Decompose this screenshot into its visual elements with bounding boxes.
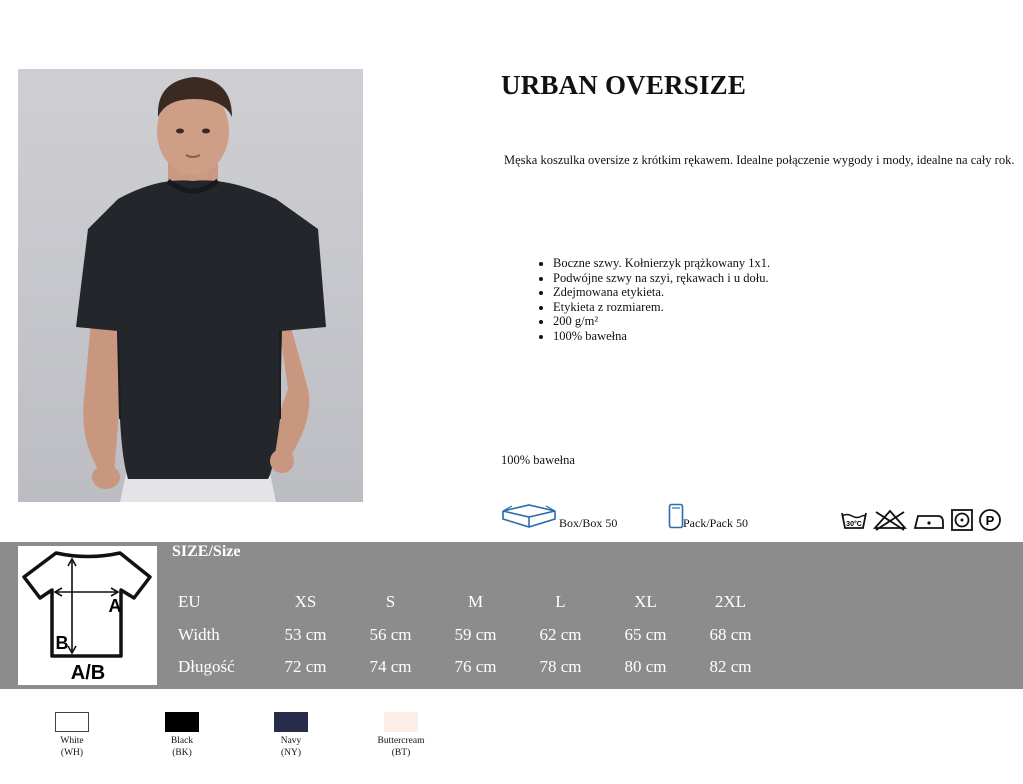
size-cell: 59 cm xyxy=(454,624,497,644)
color-swatch-white xyxy=(55,712,89,732)
professional-clean-p-icon xyxy=(978,508,1002,532)
size-row-length xyxy=(170,651,773,684)
color-name: Navy xyxy=(280,736,302,746)
tumble-dry-icon xyxy=(950,508,974,532)
iron-low-icon xyxy=(912,508,946,532)
color-label-buttercream xyxy=(361,736,441,759)
color-swatch-navy xyxy=(274,712,308,732)
size-cell: 65 cm xyxy=(624,624,667,644)
size-header-cell: 2XL xyxy=(714,592,747,612)
size-cell: 80 cm xyxy=(624,657,667,677)
size-header-cell: L xyxy=(555,592,566,612)
svg-text:P: P xyxy=(985,513,995,528)
size-header-cell: M xyxy=(467,592,484,612)
size-cell: 56 cm xyxy=(369,624,412,644)
color-label-white xyxy=(32,736,112,759)
color-name: Buttercream xyxy=(377,736,425,746)
wash-30-icon xyxy=(840,508,868,532)
size-header-cell: XL xyxy=(634,592,657,612)
feature-item: • Podwójne szwy na szyi, rękawach i u dołu. xyxy=(553,271,770,286)
color-swatch-black xyxy=(165,712,199,732)
box-icon xyxy=(500,502,558,530)
color-code: (BK) xyxy=(172,747,192,758)
svg-text:A: A xyxy=(108,596,122,616)
product-title: URBAN OVERSIZE xyxy=(501,70,747,100)
size-cell: 62 cm xyxy=(539,624,582,644)
size-header-row xyxy=(170,586,773,619)
feature-list xyxy=(535,256,770,344)
feature-item: • 200 g/m² xyxy=(553,314,770,329)
feature-item: • 100% bawełna xyxy=(553,329,770,344)
size-header-cell: XS xyxy=(294,592,317,612)
size-table xyxy=(170,586,773,684)
svg-text:B: B xyxy=(55,633,69,653)
size-cell: 68 cm xyxy=(709,624,752,644)
color-label-black xyxy=(142,736,222,759)
size-row-label: Width xyxy=(178,624,220,644)
color-swatch-buttercream xyxy=(384,712,418,732)
size-cell: 78 cm xyxy=(539,657,582,677)
color-label-navy xyxy=(251,736,331,759)
size-cell: 76 cm xyxy=(454,657,497,677)
model-wearing-tshirt-illustration xyxy=(18,69,363,502)
material-note: 100% bawełna xyxy=(501,453,575,467)
color-name: Black xyxy=(170,736,194,746)
diagram-label: A/B xyxy=(70,662,106,684)
tshirt-measure-icon xyxy=(18,546,157,685)
size-header-cell: S xyxy=(385,592,396,612)
color-name: White xyxy=(60,736,84,746)
product-description: Męska koszulka oversize z krótkim rękawem. Idealne połączenie wygody i mody, idealne na cały rok. xyxy=(504,153,1015,167)
feature-item: • Etykieta z rozmiarem. xyxy=(553,300,770,315)
wash-temp-label: 30°C xyxy=(846,521,862,528)
feature-item: • Zdejmowana etykieta. xyxy=(553,285,770,300)
product-photo xyxy=(18,69,363,502)
size-cell: 72 cm xyxy=(284,657,327,677)
size-row-label: Długość xyxy=(178,657,235,677)
size-header-cell: EU xyxy=(178,592,201,612)
size-chart-title: SIZE/Size xyxy=(172,543,241,560)
box-label: Box/Box 50 xyxy=(559,516,618,530)
size-cell: 74 cm xyxy=(369,657,412,677)
feature-item: • Boczne szwy. Kołnierzyk prążkowany 1x1. xyxy=(553,256,770,271)
color-code: (WH) xyxy=(60,747,84,758)
color-code: (BT) xyxy=(391,747,411,758)
size-row-width xyxy=(170,619,773,652)
pack-label: Pack/Pack 50 xyxy=(683,516,748,530)
color-code: (NY) xyxy=(280,747,302,758)
size-cell: 53 cm xyxy=(284,624,327,644)
pack-icon xyxy=(668,503,684,529)
size-cell: 82 cm xyxy=(709,657,752,677)
no-bleach-icon xyxy=(872,508,908,532)
size-diagram xyxy=(18,546,157,685)
